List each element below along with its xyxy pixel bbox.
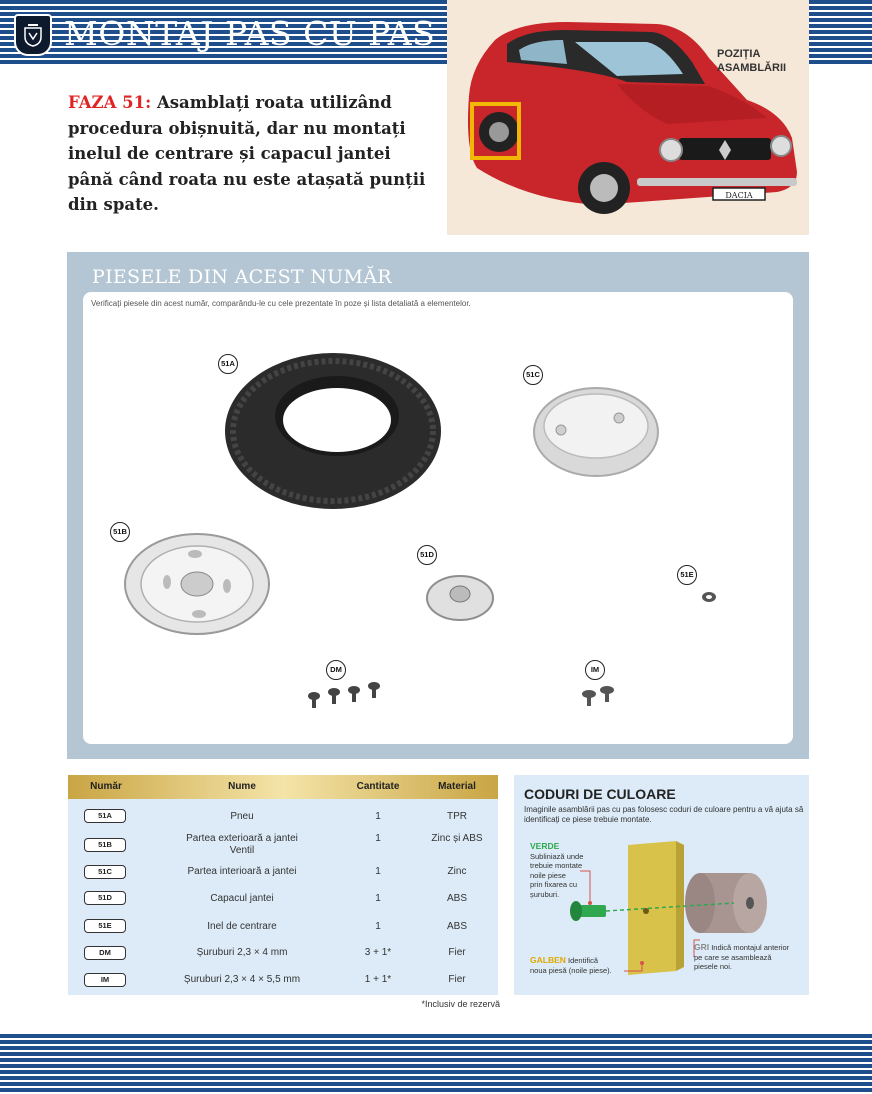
- row-name: Inel de centrare: [207, 921, 277, 932]
- row-material: Zinc: [447, 866, 467, 877]
- row-material: Zinc și ABS: [431, 833, 483, 844]
- im-screws-image: [579, 684, 619, 710]
- row-material: Fier: [448, 974, 466, 985]
- phase-instruction: [68, 90, 438, 218]
- grey-legend: GRI Indică montajul anterior pe care se asamblează piesele noi.: [694, 942, 790, 971]
- row-code: 51D: [84, 891, 126, 905]
- yellow-label: GALBEN: [530, 955, 566, 965]
- hub-cap-image: [425, 574, 495, 622]
- parts-section: [67, 252, 809, 759]
- car-position-panel: [447, 0, 809, 235]
- parts-note: Verificați piesele din acest număr, comparându-le cu cele prezentate în poze și lista detaliată a elementelor.: [91, 299, 471, 308]
- color-codes-title: CODURI DE CULOARE: [524, 786, 676, 802]
- row-name: Capacul jantei: [210, 893, 274, 904]
- phase-label: FAZA 51:: [68, 93, 152, 112]
- part-tag-51d: 51D: [417, 545, 437, 565]
- row-name: Pneu: [230, 811, 254, 822]
- part-tag-dm: DM: [326, 660, 346, 680]
- dm-screws-image: [306, 682, 386, 712]
- col-header-code: Număr: [90, 781, 122, 792]
- green-label: VERDE: [530, 841, 560, 851]
- col-header-material: Material: [438, 781, 476, 792]
- row-name: Șuruburi 2,3 × 4 mm: [196, 947, 288, 958]
- color-codes-description: Imaginile asamblării pas cu pas folosesc coduri de culoare pentru a vă ajuta să identificați ce piese trebuie montate.: [524, 805, 804, 824]
- row-code: 51A: [84, 809, 126, 823]
- table-header: [68, 775, 498, 799]
- row-material: ABS: [446, 893, 467, 904]
- inner-rim-image: [531, 382, 661, 482]
- phase-text: Asamblați roata utilizând procedura obișnuită, dar nu montați inelul de centrare și capacul jantei până când roata nu este atașată punții din spate.: [68, 93, 426, 214]
- grey-label: GRI: [694, 942, 710, 952]
- dacia-car-illustration: [447, 0, 809, 235]
- row-code: 51B: [84, 838, 126, 852]
- plate-text: DACIA: [725, 191, 753, 200]
- parts-gallery: [83, 292, 793, 744]
- part-tag-51a: 51A: [218, 354, 238, 374]
- tire-image: [223, 346, 443, 516]
- parts-section-title: PIESELE DIN ACEST NUMĂR: [92, 266, 392, 288]
- part-tag-51e: 51E: [677, 565, 697, 585]
- centering-ring-image: [701, 591, 717, 603]
- row-qty: 1 + 1*: [364, 974, 392, 985]
- col-header-name: Nume: [228, 781, 256, 792]
- color-codes-box: [514, 775, 809, 995]
- row-name: Partea interioară a jantei: [187, 866, 297, 877]
- row-name: Partea exterioară a jantei: [186, 833, 298, 844]
- row-material: ABS: [446, 921, 467, 932]
- footer-band: [0, 1034, 872, 1094]
- row-code: IM: [84, 973, 126, 987]
- row-code: 51C: [84, 865, 126, 879]
- row-qty: 3 + 1*: [364, 947, 392, 958]
- row-qty: 1: [375, 893, 381, 904]
- part-tag-im: IM: [585, 660, 605, 680]
- col-header-qty: Cantitate: [356, 781, 400, 792]
- part-tag-51c: 51C: [523, 365, 543, 385]
- row-name-line2: Ventil: [229, 845, 255, 856]
- parts-table: [68, 775, 498, 995]
- yellow-legend: GALBEN Identifică noua piesă (noile piese).: [530, 955, 612, 975]
- page-title: MONTAJ PAS CU PAS: [64, 14, 436, 53]
- row-code: 51E: [84, 919, 126, 933]
- footnote: *Inclusiv de rezervă: [421, 999, 500, 1009]
- dacia-logo-icon: [14, 14, 52, 56]
- row-material: TPR: [447, 811, 467, 822]
- row-material: Fier: [448, 947, 466, 958]
- green-legend: VERDE Subliniază unde trebuie montate noile piese prin fixarea cu șuruburi.: [530, 841, 584, 899]
- position-label: POZIȚIA ASAMBLĂRII: [717, 48, 787, 74]
- row-qty: 1: [375, 921, 381, 932]
- row-code: DM: [84, 946, 126, 960]
- part-tag-51b: 51B: [110, 522, 130, 542]
- row-name: Șuruburi 2,3 × 4 × 5,5 mm: [183, 974, 301, 985]
- outer-rim-image: [123, 532, 271, 636]
- row-qty: 1: [375, 833, 381, 844]
- row-qty: 1: [375, 866, 381, 877]
- row-qty: 1: [375, 811, 381, 822]
